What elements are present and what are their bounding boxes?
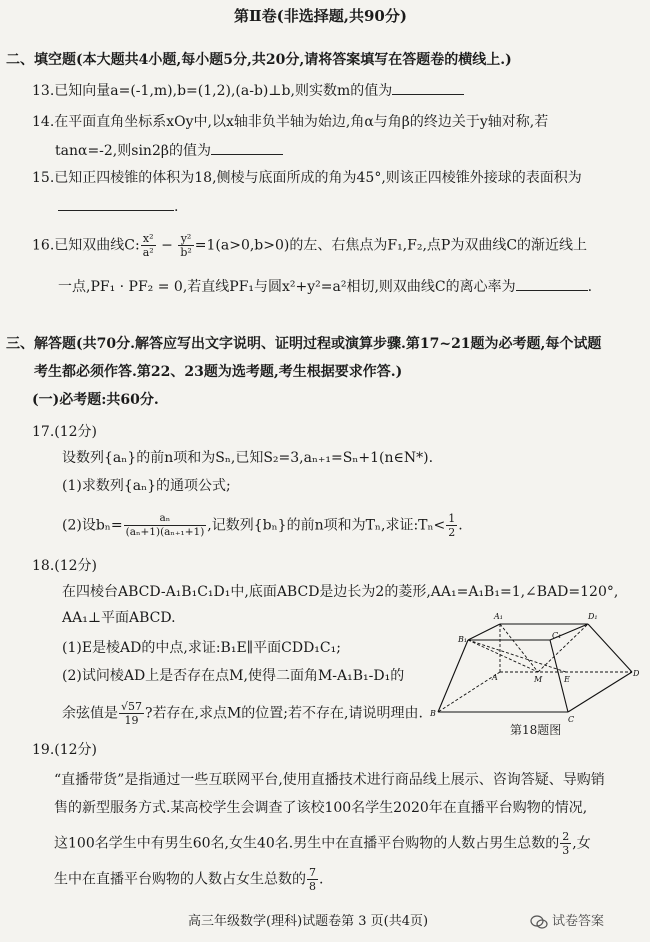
fraction-two-thirds	[560, 830, 571, 857]
label-c: C	[568, 715, 575, 724]
label-e: E	[564, 675, 570, 684]
fraction-seven-eighths	[307, 866, 318, 893]
question-15-line2: .	[58, 196, 178, 217]
section3-heading-line1: 三、解答题(共70分.解答应写出文字说明、证明过程或演算步骤.第17~21题为必考题,每个试题	[6, 336, 602, 352]
q17-label: 17.(12分)	[32, 424, 98, 440]
label-d1: D₁	[588, 612, 598, 621]
edge-cd	[568, 672, 632, 712]
watermark	[530, 910, 604, 929]
required-subheading: (一)必考题:共60分.	[32, 392, 159, 408]
label-b1: B₁	[458, 635, 468, 644]
frac-num: √57	[121, 700, 143, 713]
q17-stem: 设数列{aₙ}的前n项和为Sₙ,已知S₂=3,aₙ₊₁=Sₙ+1(n∈N*).	[62, 450, 434, 466]
q16-part-b: =1(a>0,b>0)的左、右焦点为F₁,F₂,点P为双曲线C的渐近线上	[194, 237, 588, 254]
frac-den: 8	[309, 880, 316, 893]
q18-part1: (1)E是棱AD的中点,求证:B₁E∥平面CDD₁C₁;	[62, 640, 341, 656]
frac-den: 3	[562, 844, 570, 857]
page-footer: 高三年级数学(理科)试题卷第 3 页(共4页)	[188, 914, 429, 929]
part-title: 第Ⅱ卷(非选择题,共90分)	[234, 7, 407, 25]
q16-line2-text: 一点,PF₁ · PF₂ = 0,若直线PF₁与圆x²+y²=a²相切,则双曲线C的离心率为	[58, 279, 516, 295]
label-m: M	[534, 675, 543, 684]
question-15-line1: 15.已知正四棱锥的体积为18,侧棱与底面所成的角为45°,则该正四棱锥外接球的表面积为	[32, 170, 582, 186]
fraction-x2-a2	[141, 232, 156, 259]
q16-end: .	[587, 279, 593, 295]
q17-part2	[62, 512, 463, 539]
frac-num: 7	[309, 866, 316, 879]
q18-line1: 在四棱台ABCD-A₁B₁C₁D₁中,底面ABCD是边长为2的菱形,AA₁=A₁B₁=1,∠BAD=120°,	[62, 584, 619, 600]
q19-l3-b: ,女	[572, 835, 591, 852]
question-16-line2	[58, 276, 592, 297]
q19-l3-a: 这100名学生中有男生60名,女生40名.男生中在直播平台购物的人数占男生总数的	[54, 835, 560, 852]
answer-blank[interactable]	[392, 80, 464, 95]
edge-a1b1	[468, 624, 500, 640]
question-16-line1	[32, 232, 587, 259]
frac-num: 1	[448, 512, 456, 525]
q19-label: 19.(12分)	[32, 742, 98, 758]
q17-part1: (1)求数列{aₙ}的通项公式;	[62, 478, 231, 494]
answer-blank[interactable]	[516, 276, 588, 291]
watermark-text: 试卷答案	[552, 914, 605, 929]
frac-num: aₙ	[124, 512, 207, 526]
frac-den: a²	[142, 246, 154, 259]
q19-l4-b: .	[319, 871, 324, 888]
q13-text: 13.已知向量a=(-1,m),b=(1,2),(a-b)⊥b,则实数m的值为	[32, 83, 393, 99]
label-a1: A₁	[494, 612, 503, 621]
q18-p3-a: 余弦值是	[62, 705, 118, 722]
q17-p2-a: (2)设bₙ=	[62, 517, 123, 534]
fraction-half	[446, 512, 457, 539]
frac-num: x²	[141, 232, 156, 246]
q19-line1: “直播带货”是指通过一些互联网平台,使用直播技术进行商品线上展示、咨询答疑、导购销	[54, 772, 605, 788]
wechat-icon	[530, 915, 548, 929]
q19-line3	[54, 830, 591, 857]
edge-bb1	[438, 640, 468, 712]
q19-line2: 售的新型服务方式.某高校学生会调查了该校100名学生2020年在直播平台购物的情况,	[54, 800, 588, 816]
section3-heading-line2: 考生都必须作答.第22、23题为选考题,考生根据要求作答.)	[34, 364, 403, 380]
fraction-y2-b2	[178, 232, 193, 259]
frac-num: 2	[562, 830, 570, 843]
segment-a1m	[500, 624, 538, 672]
question-13	[32, 80, 464, 101]
frac-den: b²	[180, 246, 192, 259]
question-14-line2	[55, 140, 283, 161]
q19-l4-a: 生中在直播平台购物的人数占女生总数的	[54, 871, 306, 888]
fraction-sqrt57-19	[119, 700, 144, 727]
q18-line2: AA₁⊥平面ABCD.	[62, 610, 176, 626]
edge-ab-hidden	[438, 672, 500, 712]
answer-blank[interactable]	[211, 140, 283, 155]
minus-sign: −	[161, 237, 173, 254]
section2-heading: 二、填空题(本大题共4小题,每小题5分,共20分,请将答案填写在答题卷的横线上.)	[6, 52, 512, 68]
q14-text: tanα=-2,则sin2β的值为	[55, 143, 211, 159]
q18-part2-cont	[62, 700, 423, 727]
frac-den: 19	[124, 714, 139, 727]
q17-p2-b: ,记数列{bₙ}的前n项和为Tₙ,求证:Tₙ<	[207, 517, 446, 534]
edge-dd1	[588, 624, 632, 672]
fraction-bn	[124, 512, 207, 539]
label-c1: C₁	[552, 631, 562, 640]
q17-p2-end: .	[458, 517, 463, 534]
segment-b1m	[468, 640, 538, 672]
q18-p3-b: ?若存在,求点M的位置;若不存在,请说明理由.	[145, 705, 423, 722]
frac-den: 2	[448, 526, 456, 539]
q18-label: 18.(12分)	[32, 558, 98, 574]
q19-line4	[54, 866, 323, 893]
question-14-line1: 14.在平面直角坐标系xOy中,以x轴非负半轴为始边,角α与角β的终边关于y轴对称,若	[32, 114, 549, 130]
answer-blank[interactable]	[58, 196, 174, 211]
label-b: B	[430, 709, 436, 718]
frac-num: y²	[178, 232, 193, 246]
q16-part-a: 16.已知双曲线C:	[32, 237, 140, 254]
figure-caption: 第18题图	[510, 723, 562, 737]
q18-part2: (2)试问棱AD上是否存在点M,使得二面角M-A₁B₁-D₁的	[62, 668, 405, 684]
frac-den: (aₙ+1)(aₙ₊₁+1)	[125, 526, 205, 538]
label-a: A	[492, 673, 498, 682]
label-d: D	[633, 669, 640, 678]
segment-md1	[538, 624, 588, 672]
